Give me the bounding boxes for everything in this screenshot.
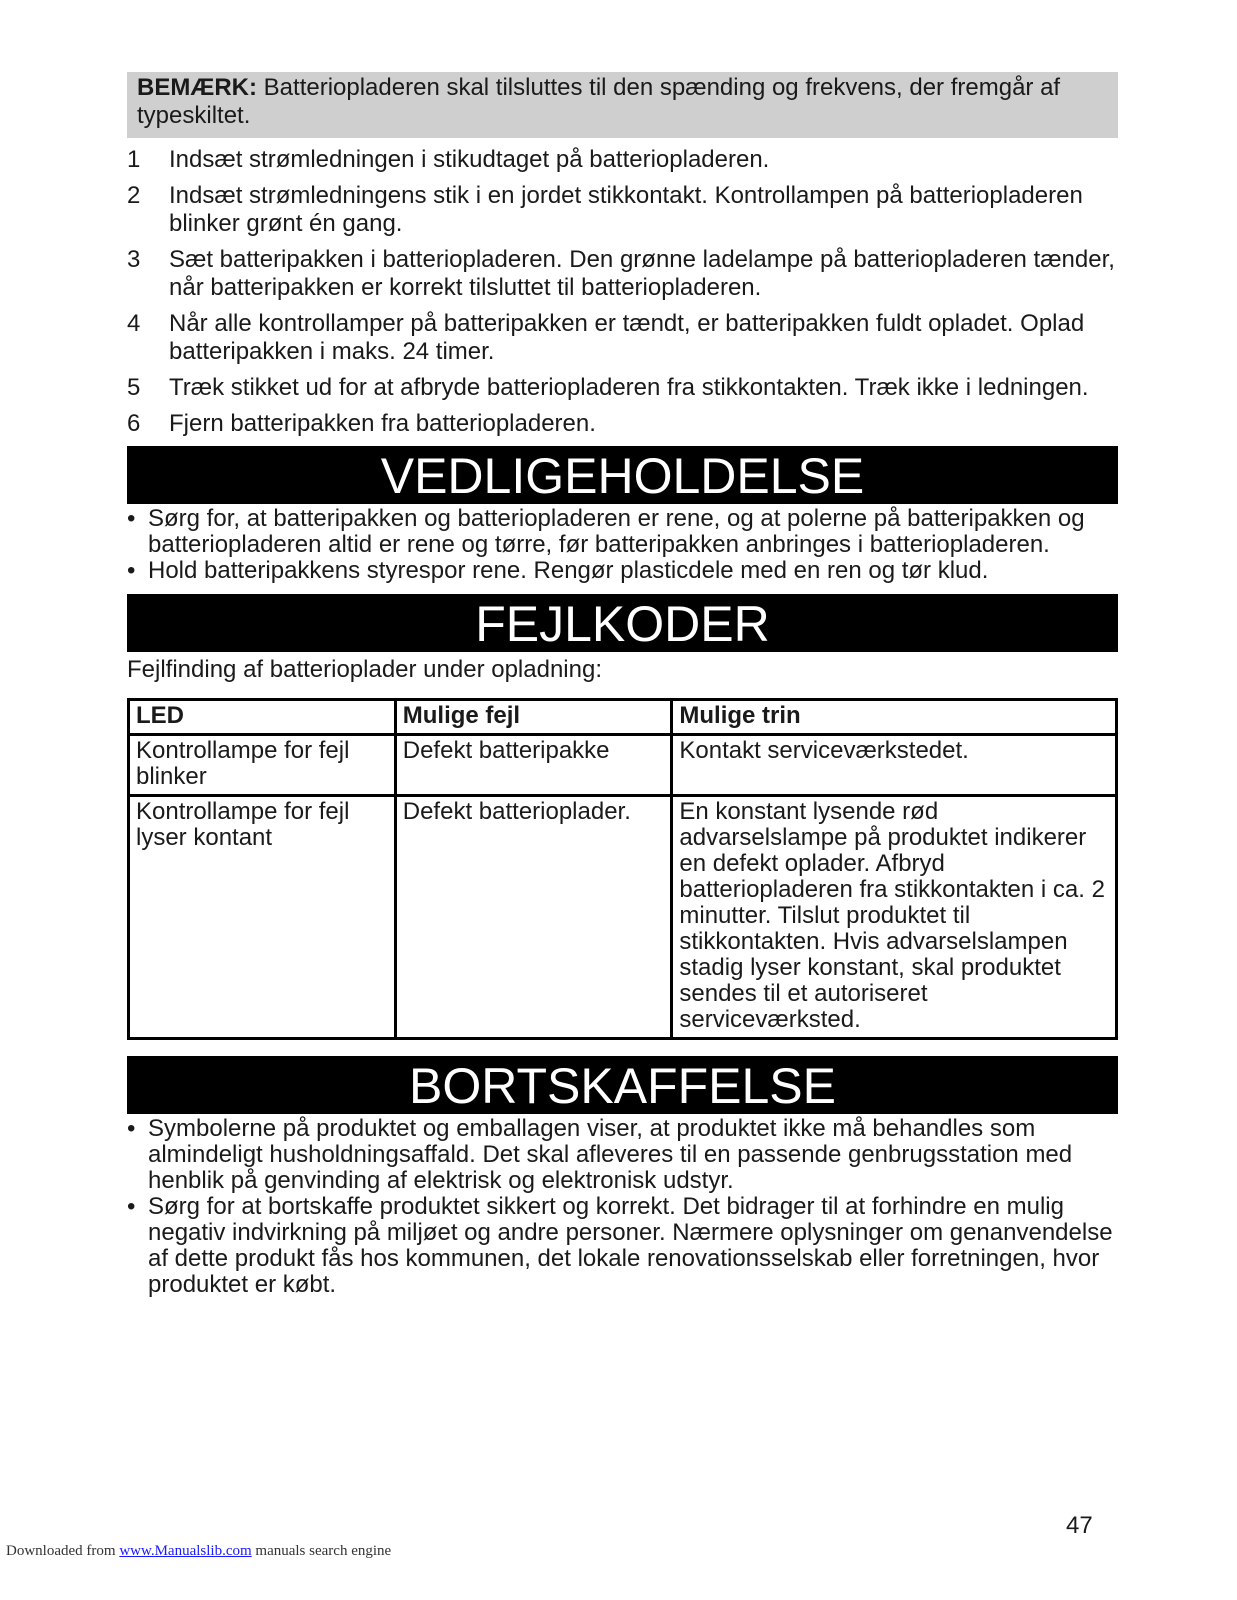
step-number: 3 <box>127 246 141 273</box>
step-item <box>127 374 1118 402</box>
step-item <box>127 182 1118 238</box>
table-row <box>129 735 1117 796</box>
step-text: Træk stikket ud for at afbryde batteriopladeren fra stikkontakten. Træk ikke i ledningen. <box>169 374 1089 401</box>
section-heading-maintenance: VEDLIGEHOLDELSE <box>127 446 1118 504</box>
step-item <box>127 410 1118 438</box>
column-header: LED <box>129 700 396 735</box>
section-heading-disposal: BORTSKAFFELSE <box>127 1056 1118 1114</box>
table-cell: Defekt batterioplader. <box>395 796 672 1039</box>
charging-steps <box>127 146 1118 438</box>
note-text: Batteriopladeren skal tilsluttes til den spænding og frekvens, der fremgår af typeskiltet. <box>137 74 1061 129</box>
step-text: Fjern batteripakken fra batteriopladeren. <box>169 410 596 437</box>
list-item-text: Sørg for, at batteripakken og batteriopladeren er rene, og at polerne på batteripakken og batteriopladeren altid er rene og tørre, før batteripakken anbringes i batteriopladeren. <box>148 505 1085 558</box>
download-footer <box>6 1543 391 1560</box>
step-text: Indsæt strømledningen i stikudtaget på batteriopladeren. <box>169 146 770 173</box>
table-cell: Kontrollampe for fejl lyser kontant <box>129 796 396 1039</box>
manual-page <box>127 72 1118 1298</box>
column-header: Mulige fejl <box>395 700 672 735</box>
list-item: • Sørg for, at batteripakken og batteriopladeren er rene, og at polerne på batteripakken og batteriopladeren altid er rene og tørre, før batteripakken anbringes i batteriopladeren. <box>127 505 1085 558</box>
step-item <box>127 146 1118 174</box>
table-cell: Kontrollampe for fejl blinker <box>129 735 396 796</box>
footer-suffix: manuals search engine <box>251 1543 392 1559</box>
list-item: • Symbolerne på produktet og emballagen viser, at produktet ikke må behandles som almindeligt husholdningsaffald. Det skal afleveres til en passende genbrugsstation med henblik på genvinding af elektrisk og elektronisk udstyr. <box>127 1115 1073 1194</box>
page-number: 47 <box>1066 1512 1093 1539</box>
step-number: 5 <box>127 374 141 401</box>
list-item-text: Sørg for at bortskaffe produktet sikkert og korrekt. Det bidrager til at forhindre en mulig negativ indvirkning på miljøet og andre personer. Nærmere oplysninger om genanvendelse af dette produkt fås hos kommunen, det lokale renovationsselskab eller forretningen, hvor produktet er købt. <box>148 1193 1113 1298</box>
column-header: Mulige trin <box>672 700 1117 735</box>
table-cell: Kontakt serviceværkstedet. <box>672 735 1117 796</box>
table-header-row <box>129 700 1117 735</box>
step-number: 1 <box>127 146 141 173</box>
table-cell: En konstant lysende rød advarselslampe på produktet indikerer en defekt oplader. Afbryd batteriopladeren fra stikkontakten i ca. 2 minutter. Tilslut produktet til stikkontakten. Hvis advarselslampen stadig lyser konstant, skal produktet sendes til et autoriseret serviceværksted. <box>672 796 1117 1039</box>
table-row <box>129 796 1117 1039</box>
step-number: 2 <box>127 182 141 209</box>
list-item: • Sørg for at bortskaffe produktet sikkert og korrekt. Det bidrager til at forhindre en mulig negativ indvirkning på miljøet og andre personer. Nærmere oplysninger om genanvendelse af dette produkt fås hos kommunen, det lokale renovationsselskab eller forretningen, hvor produktet er købt. <box>127 1193 1113 1298</box>
error-codes-intro: Fejlfinding af batterioplader under opladning: <box>127 656 602 683</box>
list-item-text: Symbolerne på produktet og emballagen viser, at produktet ikke må behandles som almindeligt husholdningsaffald. Det skal afleveres til en passende genbrugsstation med henblik på genvinding af elektrisk og elektronisk udstyr. <box>148 1115 1073 1194</box>
step-number: 4 <box>127 310 141 337</box>
table-cell: Defekt batteripakke <box>395 735 672 796</box>
step-item <box>127 310 1118 366</box>
step-item <box>127 246 1118 302</box>
footer-prefix: Downloaded from <box>6 1543 120 1559</box>
list-item-text: Hold batteripakkens styrespor rene. Rengør plasticdele med en ren og tør klud. <box>148 557 989 584</box>
section-heading-error-codes: FEJLKODER <box>127 594 1118 652</box>
step-text: Indsæt strømledningens stik i en jordet stikkontakt. Kontrollampen på batteriopladeren blinker grønt én gang. <box>169 182 1083 237</box>
disposal-list <box>127 1116 1118 1298</box>
list-item: • Hold batteripakkens styrespor rene. Rengør plasticdele med en ren og tør klud. <box>127 557 989 584</box>
step-number: 6 <box>127 410 141 437</box>
step-text: Sæt batteripakken i batteriopladeren. Den grønne ladelampe på batteriopladeren tænder, når batteripakken er korrekt tilsluttet til batteriopladeren. <box>169 246 1115 301</box>
manualslib-link[interactable]: www.Manualslib.com <box>119 1543 252 1559</box>
note-label: BEMÆRK: <box>137 74 257 101</box>
step-text: Når alle kontrollamper på batteripakken er tændt, er batteripakken fuldt opladet. Oplad batteripakken i maks. 24 timer. <box>169 310 1085 365</box>
error-codes-table <box>127 698 1118 1040</box>
maintenance-list <box>127 506 1118 584</box>
note-box <box>127 72 1118 138</box>
